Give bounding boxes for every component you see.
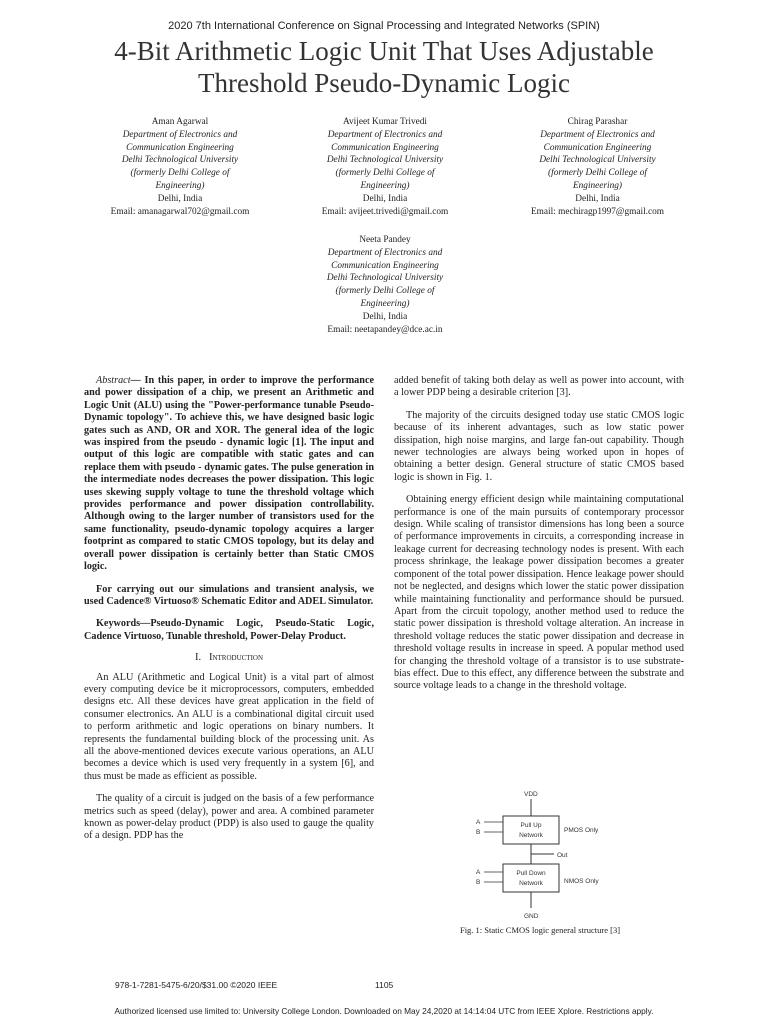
input-b-top: B [476, 829, 481, 836]
abstract-text: — In this paper, in order to improve the performance and power dissipation of a chip, we present an Arithmetic and Logic Unit (ALU) using the "Power-performance tunable Pseudo-Dynamic topology". To achieve this, we have designed basic logic gates such as AND, OR and XOR. The general idea of the logic was inspired from the pseudo - dynamic logic [1]. The input and output of this logic are compatible with static gates and can replace them with pseudo - dynamic gates. The pulse generation in the intermediate nodes decreases the power dissipation. This logic uses skewing supply voltage to tune the threshold voltage which provides performance and power dissipation controllability. Although owing to the larger number of transistors used for the same functionality, pseudo-dynamic topology acquires a larger footprint as compared to static CMOS topology, but its delay and overall power dissipation is certainly better than Static CMOS logic. [84, 375, 374, 573]
author-email: Email: mechiragp1997@gmail.com [530, 206, 664, 217]
author-block-4 [290, 234, 480, 336]
author-dept: Communication Engineering [543, 142, 652, 153]
figure-caption: Fig. 1: Static CMOS logic general structure [3] [459, 925, 621, 935]
author-university: Delhi Technological University [326, 155, 444, 166]
author-city: Delhi, India [575, 193, 620, 204]
right-column [394, 375, 684, 693]
page-number: 1105 [375, 980, 394, 990]
author-university: Engineering) [360, 298, 410, 309]
author-university: Delhi Technological University [326, 273, 444, 284]
section-title: Introduction [208, 652, 264, 664]
intro-paragraph-2: The quality of a circuit is judged on the basis of a few performance metrics such as speed (delay), power and area. A combined parameter known as power-delay product (PDP) is also used to gauge the quality of a design. PDP has the [84, 793, 374, 842]
abstract [84, 375, 374, 574]
pull-up-network-label: Network [519, 832, 543, 839]
input-a-top: A [476, 819, 481, 826]
intro-paragraph-1: An ALU (Arithmetic and Logical Unit) is a vital part of almost every computing device be it microprocessors, computers, embedded designs etc. All these devices have great application in the field of consumer electronics. An ALU is a combinational digital circuit used to perform arithmetic and logic operations on binary numbers. It represents the fundamental building block of the processing unit. As all the above-mentioned devices execute various operations, an ALU becomes a device which is used very frequently in a system [6], and thus must be made as efficient as possible. [84, 671, 374, 782]
title-line-1: 4-Bit Arithmetic Logic Unit That Uses Adjustable [114, 36, 654, 66]
conference-header: 2020 7th International Conference on Signal Processing and Integrated Networks (SPIN) [168, 20, 600, 32]
author-name: Neeta Pandey [359, 235, 411, 245]
right-paragraph-3: Obtaining energy efficient design while maintaining computational performance is one of the main pursuits of contemporary processor design. While scaling of transistor dimensions has long been a source of performance improvements in circuits, a corresponding increase in leakage current for decreasing technology nodes is present. With each process shrinkage, the leakage power dissipation becomes a greater component of the total power dissipation. Hence leakage power should not be neglected, and designs which lower the static power dissipation while maintaining functionality and performance should be pursued. Apart from the circuit topology, another method used to reduce the static power dissipation is threshold voltage alteration. An increase in threshold voltage reduces the static power dissipation and decrease in threshold voltage results in increase in speed. A popular method used for changing the threshold voltage of a transistor is to use substrate-bias effect. Due to this effect, any difference between the substrate and source voltage leads to a change in the threshold voltage. [394, 494, 684, 692]
right-paragraph-2: The majority of the circuits designed today use static CMOS logic because of its inherent advantages, such as low static power dissipation, high noise margins, and large fan-out capability. Though newer technologies are always being worked upon in hopes of obtaining a better design. General structure of static CMOS based logic is shown in Fig. 1. [394, 409, 684, 483]
author-dept: Communication Engineering [126, 142, 234, 153]
author-dept: Department of Electronics and [327, 247, 443, 258]
section-heading [84, 652, 374, 664]
pull-down-network-label: Network [519, 880, 543, 887]
author-university: Delhi Technological University [121, 155, 239, 166]
author-name: Aman Agarwal [151, 117, 209, 127]
author-university: Engineering) [360, 180, 410, 191]
nmos-label: NMOS Only [564, 878, 599, 885]
author-university: Delhi Technological University [539, 155, 656, 166]
author-university: (formerly Delhi College of [548, 168, 647, 179]
author-city: Delhi, India [157, 193, 203, 204]
author-name: Chirag Parashar [567, 117, 628, 127]
pull-down-network-box [503, 864, 559, 892]
input-a-bottom: A [476, 869, 481, 876]
vdd-label: VDD [524, 791, 538, 798]
paper-title [40, 35, 728, 99]
pull-up-label: Pull Up [520, 822, 542, 829]
static-cmos-figure [460, 786, 630, 922]
right-paragraph-1: added benefit of taking both delay as well as power into account, with a lower PDP being a desirable criterion [3]. [394, 375, 684, 399]
author-university: (formerly Delhi College of [130, 168, 230, 179]
author-dept: Department of Electronics and [122, 129, 238, 140]
license-notice: Authorized licensed use limited to: University College London. Downloaded on May 24,2020 at 14:14:04 UTC from IEEE Xplore. Restrictions apply. [114, 1006, 654, 1016]
author-email: Email: amanagarwal702@gmail.com [110, 206, 250, 217]
section-number: I. [194, 652, 202, 664]
author-block-3 [505, 116, 690, 218]
author-email: Email: neetapandey@dce.ac.in [327, 324, 443, 335]
author-dept: Communication Engineering [331, 260, 439, 271]
gnd-label: GND [524, 913, 539, 920]
author-dept: Communication Engineering [331, 142, 439, 153]
author-dept: Department of Electronics and [540, 129, 655, 140]
footer-isbn: 978-1-7281-5475-6/20/$31.00 ©2020 IEEE [115, 980, 278, 990]
title-line-2: Threshold Pseudo-Dynamic Logic [198, 68, 570, 98]
author-block-1 [90, 116, 270, 218]
abstract-label: Abstract [96, 375, 131, 386]
author-name: Avijeet Kumar Trivedi [342, 117, 427, 127]
pull-down-label: Pull Down [516, 870, 546, 877]
author-block-2 [290, 116, 480, 218]
author-email: Email: avijeet.trivedi@gmail.com [321, 206, 449, 217]
author-city: Delhi, India [362, 193, 408, 204]
left-column [84, 375, 374, 843]
author-city: Delhi, India [362, 311, 408, 322]
author-university: Engineering) [572, 180, 623, 191]
input-b-bottom: B [476, 879, 481, 886]
author-university: Engineering) [155, 180, 205, 191]
out-label: Out [557, 852, 568, 859]
author-university: (formerly Delhi College of [335, 286, 435, 297]
author-dept: Department of Electronics and [327, 129, 443, 140]
keywords: Keywords—Pseudo-Dynamic Logic, Pseudo-Static Logic, Cadence Virtuoso, Tunable threshold, Power-Delay Product. [84, 618, 374, 642]
pmos-label: PMOS Only [564, 827, 599, 834]
simulation-note: For carrying out our simulations and transient analysis, we used Cadence® Virtuoso® Schematic Editor and ADEL Simulator. [84, 583, 374, 607]
pull-up-network-box [503, 816, 559, 844]
author-university: (formerly Delhi College of [335, 168, 435, 179]
